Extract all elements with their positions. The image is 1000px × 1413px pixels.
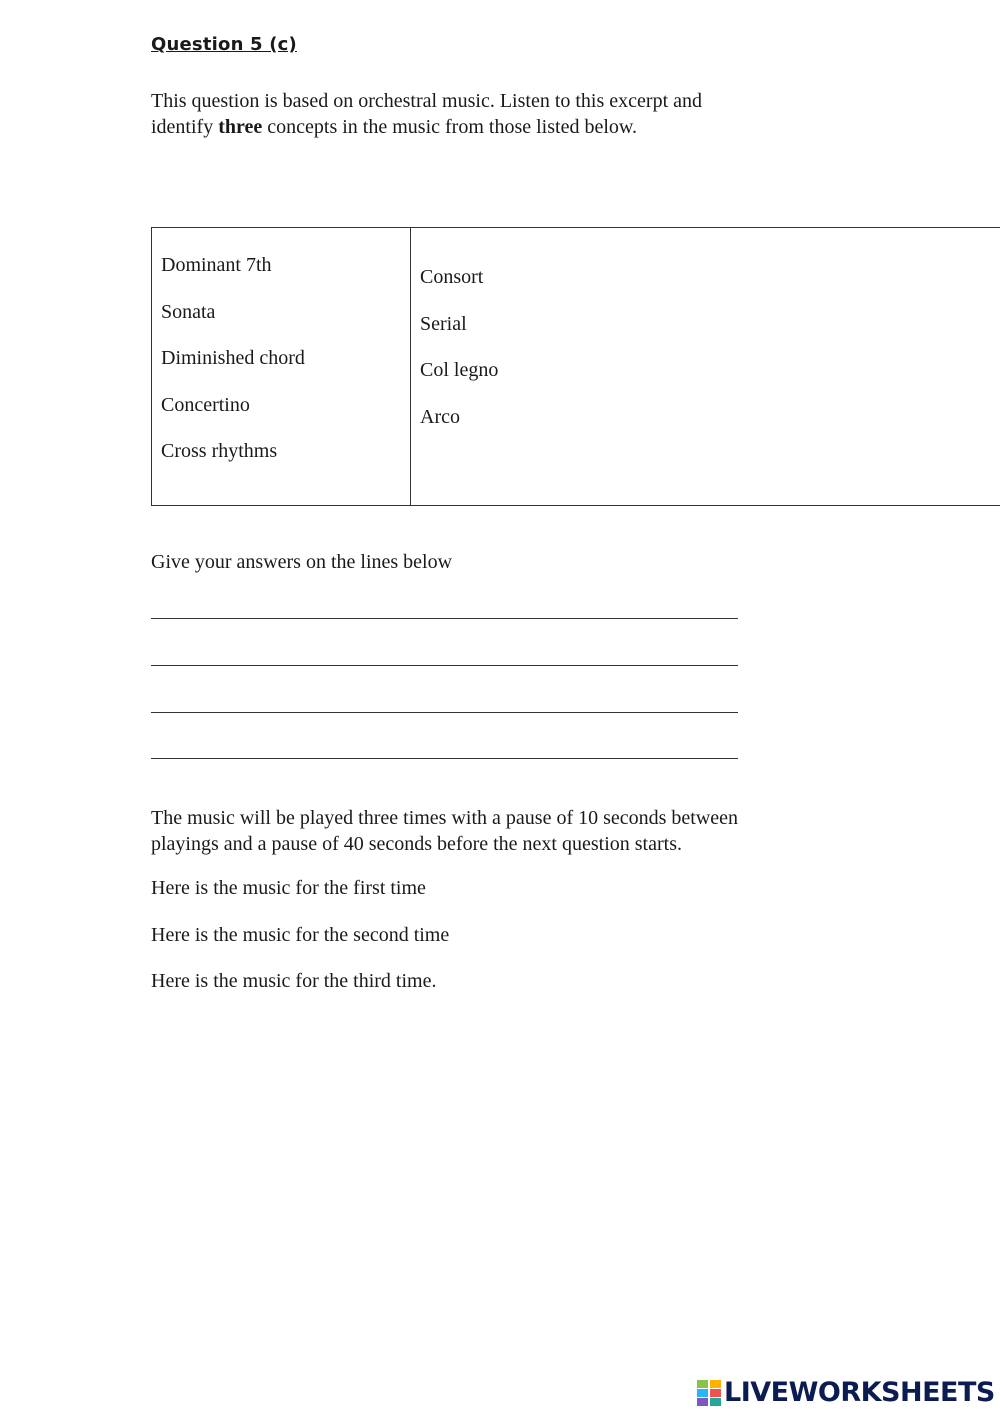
answer-line-2[interactable] (151, 665, 738, 666)
liveworksheets-icon (697, 1380, 721, 1407)
logo-tile (710, 1389, 721, 1397)
logo-tile (710, 1398, 721, 1406)
concept-item: Sonata (161, 300, 216, 323)
intro-line-2-end: concepts in the music from those listed below. (262, 116, 638, 138)
concept-item: Diminished chord (161, 347, 305, 369)
column-divider (410, 228, 411, 505)
concept-item: Dominant 7th (161, 254, 272, 276)
intro-line-2 (151, 114, 831, 140)
concepts-column-left (161, 252, 305, 485)
playing-third: Here is the music for the third time. (151, 970, 437, 992)
concepts-column-right (420, 264, 498, 450)
logo-tile (697, 1398, 708, 1406)
concept-item: Arco (420, 405, 460, 428)
liveworksheets-logo[interactable] (697, 1377, 995, 1409)
intro-line-2-start: identify (151, 116, 219, 138)
concept-item: Serial (420, 312, 467, 335)
playing-second: Here is the music for the second time (151, 924, 450, 946)
answer-line-4[interactable] (151, 758, 738, 759)
intro-emphasis: three (218, 116, 263, 138)
concept-item: Cross rhythms (161, 440, 278, 462)
playing-first: Here is the music for the first time (151, 877, 426, 899)
answer-line-3[interactable] (151, 712, 738, 713)
note-line-2: playings and a pause of 40 seconds before the next question starts. (151, 833, 682, 855)
logo-tile (697, 1389, 708, 1397)
intro-line-1: This question is based on orchestral music. Listen to this excerpt and (151, 90, 702, 112)
brand-name: LIVEWORKSHEETS (724, 1377, 995, 1408)
logo-tile (697, 1380, 708, 1388)
logo-tile (710, 1380, 721, 1388)
concept-item: Concertino (161, 393, 250, 416)
concepts-table (151, 227, 1000, 506)
answer-line-1[interactable] (151, 618, 738, 619)
question-intro (151, 88, 831, 140)
concept-item: Col legno (420, 359, 499, 381)
answer-prompt: Give your answers on the lines below (151, 551, 453, 573)
playback-note (151, 805, 851, 857)
note-line-1: The music will be played three times with a pause of 10 seconds between (151, 807, 739, 829)
concept-item: Consort (420, 266, 484, 288)
question-heading: Question 5 (c) (151, 34, 297, 55)
